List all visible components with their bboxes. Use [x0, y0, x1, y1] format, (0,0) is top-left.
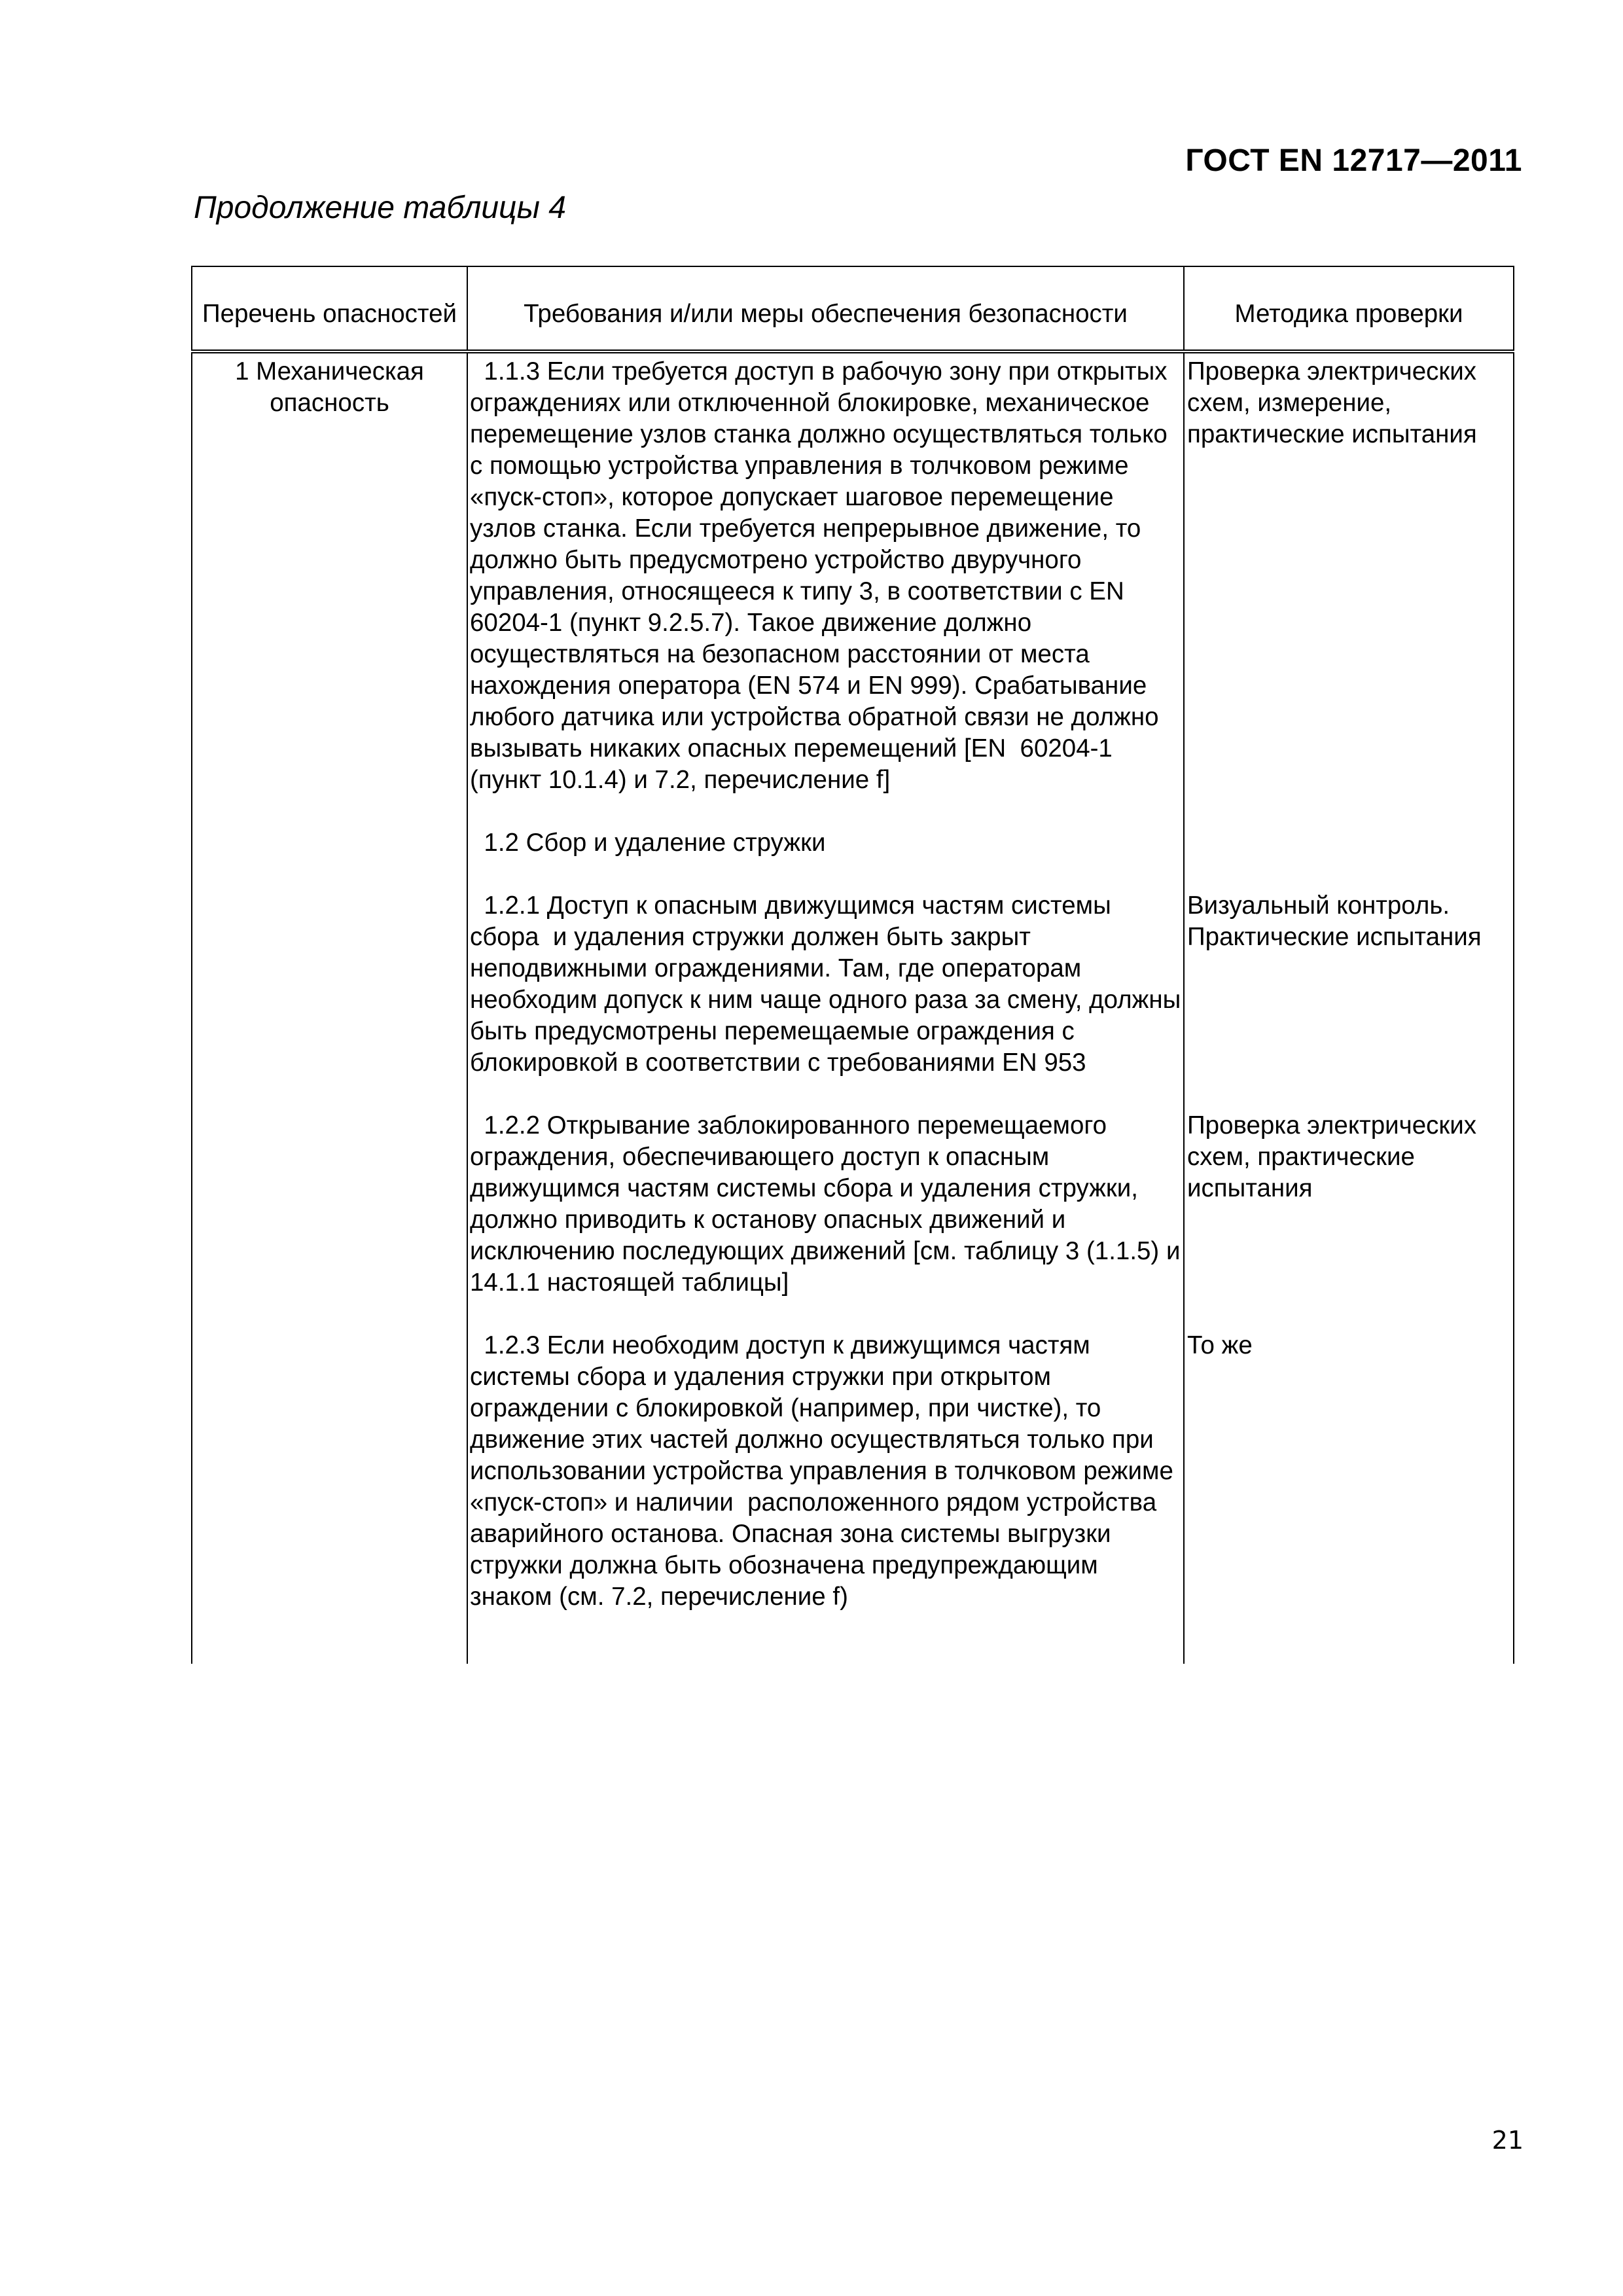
verification-cell: Проверка электрических схем, практические испытания — [1184, 1110, 1514, 1299]
table-caption: Продолжение таблицы 4 — [194, 190, 566, 225]
table-row — [192, 1110, 1514, 1299]
page-number: 21 — [1491, 2126, 1524, 2155]
hazard-cell — [192, 827, 467, 859]
requirement-text: 1.2.1 Доступ к опасным движущимся частям системы сбора и удаления стружки должен быть закрыт неподвижными ограждениями. Там, где операторам необходим допуск к ним чаще одного раза за смену, должны быть предусмотрены перемещаемые ограждения с блокировкой в соответствии с требованиями EN 953 — [470, 891, 1188, 1077]
hazard-cell — [192, 1110, 467, 1299]
table-header-row — [192, 266, 1514, 351]
requirement-cell — [467, 827, 1184, 859]
verification-cell — [1184, 827, 1514, 859]
hazard-cell: 1 Механическая опасность — [192, 351, 467, 796]
requirement-text: 1.2.2 Открывание заблокированного перемещаемого ограждения, обеспечивающего доступ к опасным движущимся частям системы сбора и удаления стружки, должно приводить к останову опасных движений и исключению последующих движений [см. таблицу 3 (1.1.5) и 14.1.1 настоящей таблицы] — [470, 1111, 1188, 1297]
requirements-table — [191, 266, 1514, 1664]
table-row-spacer — [192, 1613, 1514, 1664]
table-row-spacer — [192, 1299, 1514, 1330]
table-row-spacer — [192, 1079, 1514, 1110]
requirement-text: 1.2.3 Если необходим доступ к движущимся частям системы сбора и удаления стружки при открытом ограждении с блокировкой (например, при чистке), то движение этих частей должно осуществляться только при использовании устройства управления в толчковом режиме «пуск-стоп» и наличии расположенного рядом устройства аварийного останова. Опасная зона системы выгрузки стружки должна быть обозначена предупреждающим знаком (см. 7.2, перечисление f) — [470, 1331, 1181, 1611]
requirement-cell — [467, 351, 1184, 796]
requirement-text: 1.1.3 Если требуется доступ в рабочую зону при открытых ограждениях или отключенной блокировке, механическое перемещение узлов станка должно осуществляться только с помощью устройства управления в толчковом режиме «пуск-стоп», которое допускает шаговое перемещение узлов станка. Если требуется непрерывное движение, то должно быть предусмотрено устройство двуручного управления, относящееся к типу 3, в соответствии с EN 60204-1 (пункт 9.2.5.7). Такое движение должно осуществляться на безопасном расстоянии от места нахождения оператора (EN 574 и EN 999). Срабатывание любого датчика или устройства обратной связи не должно вызывать никаких опасных перемещений [EN 60204-1 (пункт 10.1.4) и 7.2, перечисление f] — [470, 357, 1182, 794]
verification-cell: Визуальный контроль. Практические испытания — [1184, 890, 1514, 1079]
column-header-hazards: Перечень опасностей — [192, 266, 467, 351]
table-row — [192, 827, 1514, 859]
standard-code: ГОСТ EN 12717—2011 — [1185, 143, 1522, 178]
verification-cell: То же — [1184, 1330, 1514, 1613]
table-row-spacer — [192, 859, 1514, 890]
column-header-verification: Методика проверки — [1184, 266, 1514, 351]
hazard-cell — [192, 1330, 467, 1613]
hazard-cell — [192, 890, 467, 1079]
table-row — [192, 1330, 1514, 1613]
verification-cell: Проверка электрических схем, измерение, практические испытания — [1184, 351, 1514, 796]
requirement-cell — [467, 890, 1188, 1079]
table-row — [192, 351, 1514, 796]
table-row — [192, 890, 1514, 1079]
table-row-spacer — [192, 796, 1514, 827]
requirement-cell — [467, 1330, 1184, 1613]
section-heading: 1.2 Сбор и удаление стружки — [470, 829, 826, 857]
column-header-requirements: Требования и/или меры обеспечения безопасности — [467, 266, 1184, 351]
requirement-cell — [467, 1110, 1188, 1299]
